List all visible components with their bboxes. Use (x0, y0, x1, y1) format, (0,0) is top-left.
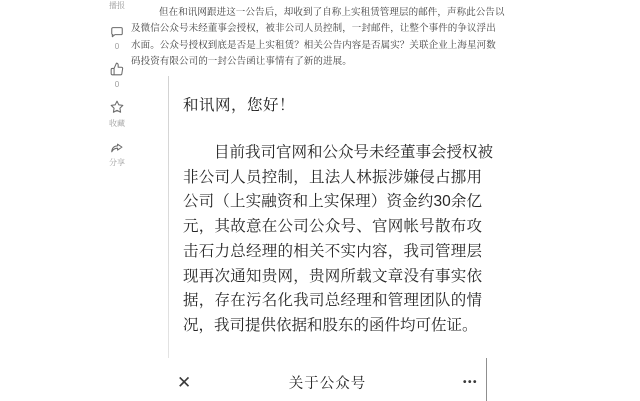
article-title-bar (169, 364, 486, 401)
comment-icon (103, 25, 131, 39)
share-button[interactable] (103, 141, 131, 155)
letter-line: 公司（上实融资和上实保理）资金约30余亿 (183, 193, 482, 211)
letter-line: 据，存在污名化我司总经理和管理团队的情 (183, 292, 482, 310)
close-icon[interactable]: ✕ (177, 373, 192, 392)
more-options-icon[interactable]: ••• (462, 376, 478, 388)
letter-line: 非公司人员控制，且法人林振涉嫌侵占挪用 (183, 168, 482, 186)
letter-body (183, 141, 494, 339)
letter-line: 况，我司提供依据和股东的函件均可佐证。 (183, 316, 478, 334)
intro-line: 及微信公众号未经董事会授权，被非公司人员控制，一封邮件，让整个事件的争议浮出 (131, 23, 496, 35)
broadcast-button[interactable]: 播报 (109, 1, 125, 10)
thumbs-up-icon (103, 62, 131, 76)
intro-line: 但在和讯网跟进这一公告后，却收到了自称上实租赁管理层的邮件，声称此公告以 (159, 7, 505, 18)
intro-line: 水面。公众号授权到底是否是上实租赁？相关公告内容是否属实？关联企业上海星河数 (131, 39, 496, 51)
share-label: 分享 (109, 158, 125, 167)
favorite-label: 收藏 (109, 119, 125, 128)
letter-line: 目前我司官网和公众号未经董事会授权被 (214, 144, 494, 161)
like-button[interactable] (103, 62, 131, 76)
share-icon (103, 141, 131, 155)
intro-line: 码投资有限公司的一封公告函让事情有了新的进展。 (131, 55, 352, 67)
letter-line: 元，其故意在公司公众号、官网帐号散布攻 (183, 218, 482, 236)
star-icon (103, 100, 131, 114)
like-count: 0 (114, 80, 120, 89)
letter-image-left-edge (168, 76, 169, 358)
favorite-button[interactable] (103, 100, 131, 114)
letter-line: 现再次通知贵网，贵网所载文章没有事实依 (183, 267, 482, 285)
comment-button[interactable] (103, 25, 131, 39)
letter-image-right-edge (486, 358, 487, 401)
letter-greeting: 和讯网，您好！ (183, 97, 296, 114)
intro-paragraph (131, 5, 505, 70)
embedded-page-title: 关于公众号 (288, 376, 367, 392)
letter-line: 击石力总经理的相关不实内容，我司管理层 (183, 242, 482, 260)
comment-count: 0 (114, 42, 120, 51)
